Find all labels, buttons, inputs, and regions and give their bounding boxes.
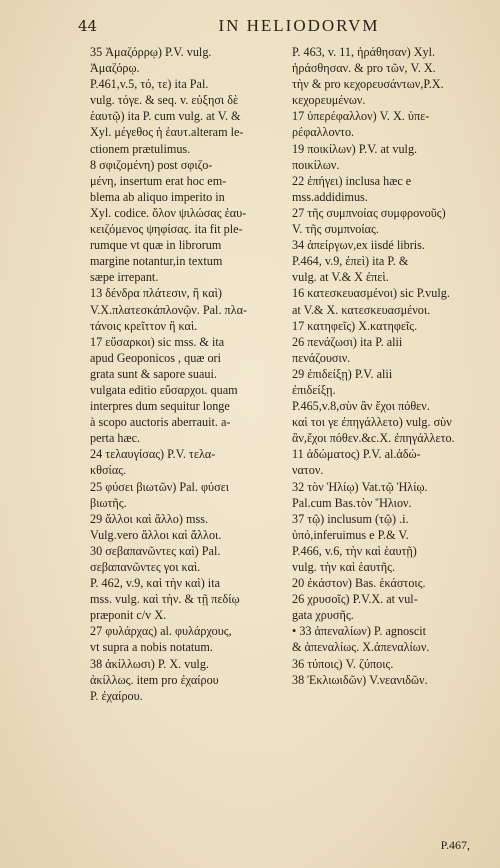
text-line: 8 σφιζομένη) post σφιζο- (90, 157, 213, 172)
text-line: σεβαπανῶντες γοι καὶ. (90, 560, 201, 574)
text-line: mss. vulg. καὶ τὴν. & τῇ πεδίῳ (90, 592, 240, 607)
text-line: Xyl. μέγεθος ἡ ἑαυτ.alteram le- (90, 125, 244, 140)
text-line: ctionem prætulimus. (90, 141, 191, 156)
left-column (90, 44, 268, 704)
text-line: 22 ἐπήγει) inclusa hæc e (292, 173, 412, 188)
text-line: at V.& X. κατεσκευασμένοι. (292, 302, 431, 317)
text-line: νατον. (292, 463, 324, 478)
text-line: à scopo auctoris aberrauit. a- (90, 415, 231, 430)
text-line: 35 Ἀμαζόρρῳ) P.V. vulg. (90, 45, 212, 59)
text-line: κεχορευμένων. (292, 93, 366, 108)
text-line: ἂν,ἔχοι πόθεν.&c.X. ἐπηγάλλετο. (292, 431, 455, 446)
text-line: 24 τελαυγίσας) P.V. τελα- (90, 447, 216, 462)
text-line: grata sunt & sapore suaui. (90, 366, 217, 381)
text-line: 29 ἐπιδείξῃ) P.V. alii (292, 366, 393, 381)
text-line: • 33 ἀπεναλίων) P. agnoscit (292, 624, 427, 639)
text-line: præponit c/v X. (90, 608, 167, 623)
text-line: vulg. τόγε. & seq. v. εὐξησι δὲ (90, 93, 239, 108)
text-line: 11 ἀδώματος) P.V. al.ἀδώ- (292, 447, 421, 462)
text-line: 20 ἐκάστον) Bas. ἑκάστοις. (292, 576, 426, 591)
text-line: τὴν & pro κεχορευσάντων,P.X. (292, 77, 444, 92)
text-line: P. 462, v.9, καὶ τὴν καὶ) ita (90, 576, 220, 591)
text-line: P. ἐχαίρου. (90, 688, 143, 703)
text-line: 38 Ἐκλιωιδῶν) V.νεανιδῶν. (292, 672, 428, 687)
text-line: 26 πενάζωσι) ita P. alii (292, 334, 403, 349)
text-line: 17 εὔσαρκοι) sic mss. & ita (90, 334, 225, 349)
text-line: ρέφαλλοντο. (292, 125, 355, 140)
text-line: perta hæc. (90, 431, 141, 446)
text-line: sæpe irrepant. (90, 270, 159, 285)
text-line: 34 ἀπείργων,ex iisdé libris. (292, 238, 425, 253)
text-line: 13 δένδρα πλάτεσιν, ἢ καὶ) (90, 286, 222, 301)
text-line: 36 τύποις) V. ζύποις. (292, 656, 394, 671)
text-line: 32 τὸν Ἡλίῳ) Vat.τῷ Ἡλίῳ. (292, 479, 428, 494)
text-line: P. 463, v. 11, ἡράθησαν) Xyl. (292, 45, 436, 59)
text-line: vulg. τὴν καὶ ἑαυτῆς. (292, 560, 396, 574)
text-line: ἀκίλλως. item pro ἐχαίρου (90, 672, 219, 687)
text-line: κειζόμενος ψηφίσας. ita fit ple- (90, 222, 243, 237)
text-line: 30 σεβαπανῶντες καὶ) Pal. (90, 543, 221, 558)
text-line: 27 φυλάρχας) al. φυλάρχους, (90, 624, 232, 639)
text-line: κθσίας. (90, 463, 127, 478)
page-header (78, 16, 480, 36)
text-line: mss.addidimus. (292, 189, 368, 204)
text-line (292, 688, 478, 704)
text-line: ὑπό,inferuimus e P.& V. (292, 527, 409, 542)
text-line: P.466, v.6, τὴν καὶ ἑαυτῇ) (292, 543, 417, 558)
text-line: Ἀμαζόρῳ. (90, 61, 140, 76)
text-line: πενάζουσιν. (292, 350, 351, 365)
text-line: βιωτῆς. (90, 495, 127, 510)
text-line: apud Geoponicos , quæ ori (90, 350, 221, 365)
text-line: & ἀπεναλίως. X.ἀπεναλίων. (292, 640, 430, 655)
text-line: 37 τῷ) inclusum (τῷ) .i. (292, 511, 409, 526)
text-line: 17 ὑπερέφαλλον) V. X. ὑπε- (292, 109, 430, 124)
text-line: 25 φύσει βιωτῶν) Pal. φύσει (90, 479, 230, 494)
text-line: 19 ποικίλων) P.V. at vulg. (292, 141, 418, 156)
text-line: 27 τῆς συμπνοίας συμφρονοῦς) (292, 205, 446, 220)
text-line: Pal.cum Bas.τὸν Ἥλιον. (292, 495, 412, 510)
text-line: P.465,v.8,σὺν ἂν ἔχοι πόθεν. (292, 399, 430, 414)
text-line: ἐπιδείξῃ. (292, 382, 336, 397)
running-title: IN HELIODORVM (218, 16, 380, 35)
text-line: gata χρυσῆς. (292, 608, 354, 623)
text-line: vt supra a nobis notatum. (90, 640, 213, 655)
right-column (292, 44, 478, 704)
text-line: blema ab aliquo imperito in (90, 189, 225, 204)
text-line: μένη, insertum erat hoc em- (90, 173, 227, 188)
text-line: Xyl. codice. ὅλον ψιλώσας ἑαυ- (90, 205, 247, 220)
text-line: P.464, v.9, ἐπεὶ) ita P. & (292, 254, 409, 269)
text-line: ἑαυτῷ) ita P. cum vulg. at V. & (90, 109, 241, 124)
text-line: 17 κατηφεῖς) X.κατηφεῖς. (292, 318, 418, 333)
text-line: τάνοις κρεῖττον ἢ καὶ. (90, 318, 198, 333)
text-line: P.461,v.5, τό, τε) ita Pal. (90, 77, 209, 92)
page-number: 44 (78, 17, 98, 35)
text-line: 29 ἄλλοι καὶ ἄλλο) mss. (90, 511, 209, 526)
text-line: V.X.πλατεσκάπλονῷν. Pal. πλα- (90, 302, 248, 317)
text-line: 16 κατεσκευασμένοι) sic P.vulg. (292, 286, 450, 301)
text-line: ποικίλων. (292, 157, 340, 172)
text-line: vulgata editio εὔσαρχοι. quam (90, 382, 238, 397)
catchword: P.467, (440, 838, 470, 852)
text-line: καὶ τοι γε ἐπηγάλλετο) vulg. σὺν (292, 415, 452, 430)
text-line: Vulg.vero ἄλλοι καὶ ἄλλοι. (90, 527, 222, 542)
text-line: vulg. at V.& X ἐπεὶ. (292, 270, 389, 285)
text-line: V. τῆς συμπνοίας. (292, 222, 379, 237)
text-line: ἠράσθησαν. & pro τῶν, V. X. (292, 61, 436, 76)
text-line: 38 ἀκίλλωσι) P. X. vulg. (90, 656, 209, 671)
text-line: interpres dum sequitur longe (90, 399, 230, 414)
text-line: margine notantur,in textum (90, 254, 223, 269)
text-line: rumque vt quæ in librorum (90, 238, 222, 253)
text-line: 26 χρυσοῖς) P.V.X. at vul- (292, 592, 418, 607)
